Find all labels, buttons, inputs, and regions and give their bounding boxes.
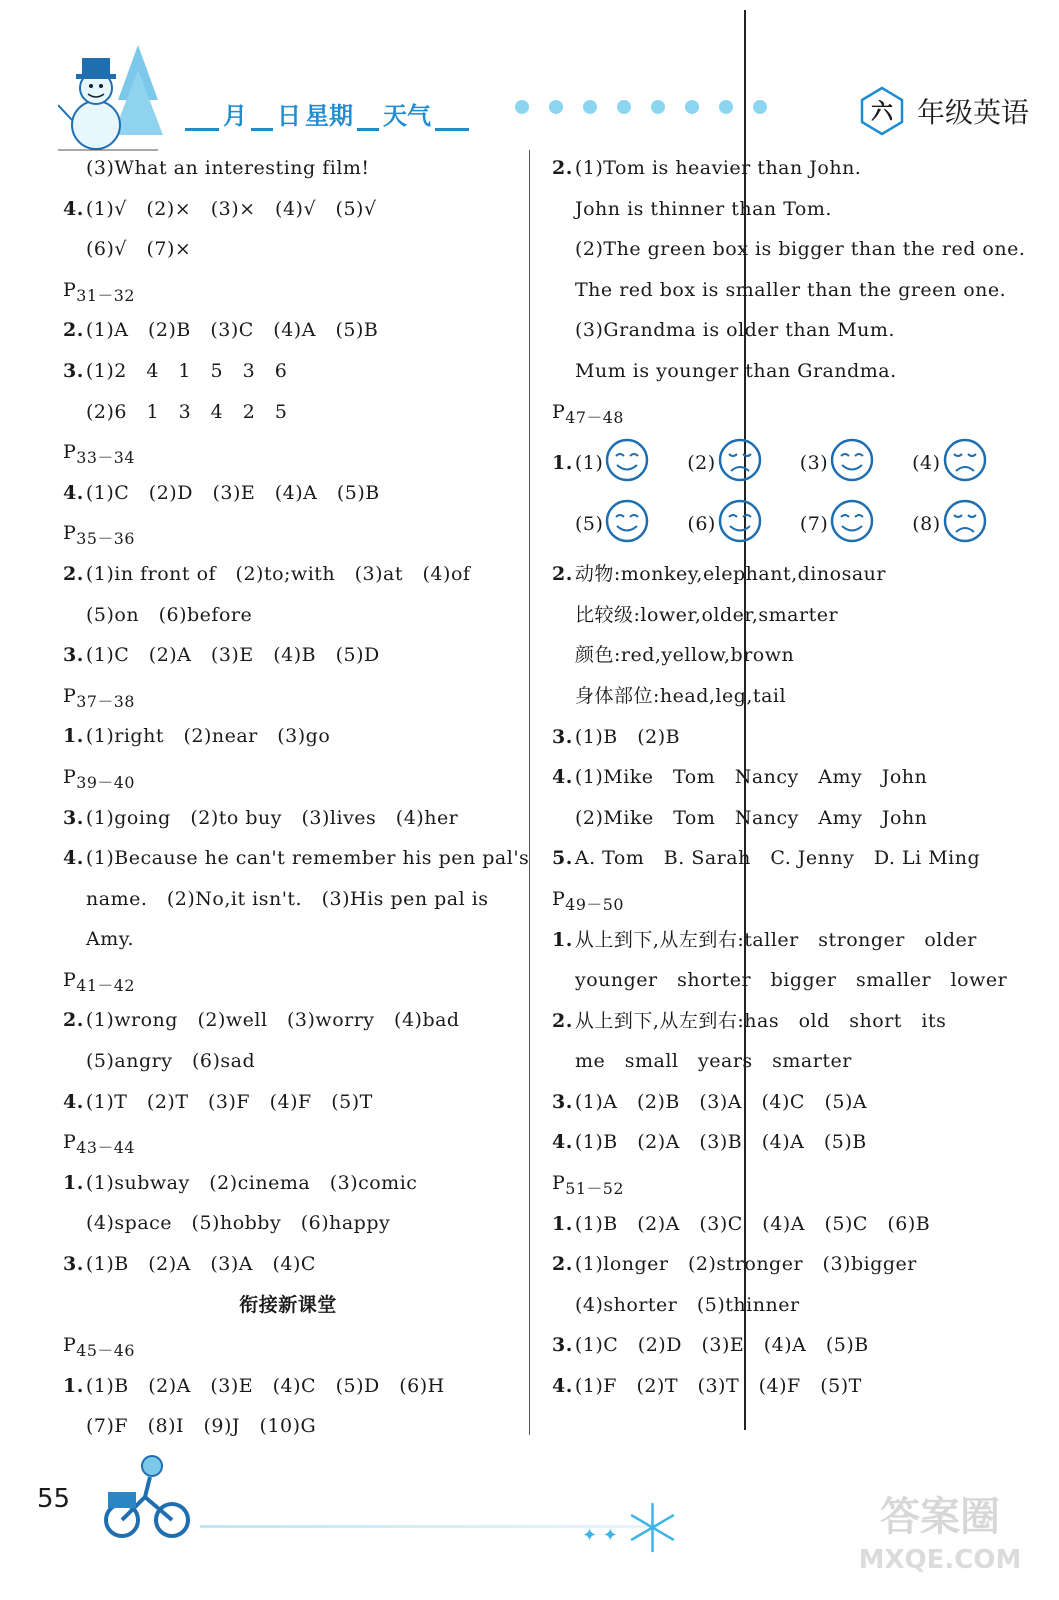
question-number: 4. [63, 197, 84, 220]
question-number: 3. [63, 1253, 84, 1276]
answer-text: 身体部位:head,leg,tail [575, 684, 787, 707]
answer-text: (4)space (5)hobby (6)happy [86, 1212, 391, 1235]
question-number: 3. [63, 806, 84, 829]
faces-row-2 [552, 493, 1022, 554]
question-number: 1. [63, 1171, 84, 1194]
sad-face-item [912, 438, 986, 487]
question-number: 3. [552, 1334, 573, 1357]
snowman-illustration [58, 40, 168, 155]
page-header [0, 0, 1059, 150]
answer-text: me small years smarter [575, 1050, 852, 1073]
answer-line [552, 757, 1022, 798]
answer-line [63, 919, 523, 960]
answer-line [552, 1244, 1022, 1285]
answer-line [63, 1041, 523, 1082]
answer-line [63, 229, 523, 270]
page-range-label: $P_{35-36}$ [63, 522, 135, 549]
question-number: 4. [63, 1090, 84, 1113]
page-range: 47－48 [565, 407, 624, 427]
question-number: 1. [552, 451, 573, 474]
date-weather-line [185, 95, 475, 131]
face-label: (5) [575, 512, 604, 535]
question-number: 2. [63, 562, 84, 585]
answer-text: 颜色:red,yellow,brown [575, 644, 795, 667]
page-range: 33－34 [76, 447, 135, 467]
answer-text: 衔接新课堂 [239, 1293, 337, 1316]
answer-text: (1)wrong (2)well (3)worry (4)bad [85, 1009, 460, 1032]
smiley-face-item [800, 499, 874, 548]
answer-text: (3)What an interesting film! [86, 157, 370, 179]
answer-text: (1)B (2)A (3)A (4)C [85, 1253, 316, 1276]
answer-line [63, 1244, 523, 1285]
page-range-label: $P_{51-52}$ [552, 1172, 624, 1198]
svg-text:答案圈: 答案圈 [880, 1494, 1000, 1540]
answer-line [63, 473, 523, 514]
answer-line [552, 1204, 1022, 1245]
question-number: 3. [63, 359, 84, 382]
answer-text: name. (2)No,it isn't. (3)His pen pal is [86, 887, 489, 910]
answer-line [552, 554, 1022, 595]
svg-text:六: 六 [870, 100, 893, 125]
question-number: 2. [552, 563, 573, 586]
answer-text: 从上到下,从左到右:taller stronger older [574, 928, 977, 951]
answer-line [63, 1163, 523, 1204]
question-number: 4. [63, 481, 84, 504]
question-number: 2. [63, 319, 84, 342]
smiley-face-icon [828, 499, 874, 548]
smiley-face-icon [828, 438, 874, 487]
answer-text: 比较级:lower,older,smarter [575, 603, 839, 626]
answer-line [63, 189, 523, 230]
answer-text: (5)on (6)before [86, 603, 253, 626]
question-number: 2. [552, 157, 573, 179]
watermark-logo [840, 1480, 1040, 1580]
decorative-dots [515, 100, 767, 114]
page-range: 35－36 [76, 529, 135, 549]
page-range-label: $P_{39-40}$ [63, 765, 135, 792]
answer-line [552, 595, 1022, 636]
face-label: (7) [799, 512, 829, 535]
question-number: 3. [63, 644, 84, 667]
answer-text: 动物:monkey,elephant,dinosaur [574, 563, 886, 586]
answer-line [552, 635, 1022, 676]
page-range: 37－38 [76, 691, 135, 711]
sad-face-item [912, 499, 986, 548]
answer-text: (2)6 1 3 4 2 5 [86, 400, 288, 423]
answer-line [63, 148, 523, 189]
answer-line [552, 717, 1022, 758]
answer-text: (1)B (2)A (3)E (4)C (5)D (6)H [85, 1374, 445, 1397]
question-number: 2. [552, 1009, 573, 1032]
answer-line [63, 1000, 523, 1041]
page-range: 45－46 [76, 1341, 135, 1361]
smiley-face-icon [603, 438, 649, 487]
answer-line [552, 1001, 1022, 1042]
answer-line [63, 595, 523, 636]
answer-text: (7)F (8)I (9)J (10)G [86, 1415, 317, 1438]
page-range-label: $P_{41-42}$ [63, 968, 135, 995]
question-number: 3. [552, 1090, 573, 1113]
svg-text:MXQE.COM: MXQE.COM [858, 1545, 1022, 1575]
answer-line [552, 838, 1022, 879]
subject-title: 年级英语 [916, 96, 1029, 129]
answer-line [63, 798, 523, 839]
answer-text: Mum is younger than Grandma. [575, 359, 897, 382]
section-title [63, 1285, 523, 1326]
answer-text: younger shorter bigger smaller lower [575, 969, 1008, 992]
smiley-face-item [575, 499, 649, 548]
question-number: 4. [552, 1131, 573, 1154]
sad-face-icon [716, 438, 762, 487]
question-number: 4. [63, 847, 84, 870]
answer-line [552, 310, 1022, 351]
answer-line [63, 310, 523, 351]
sad-face-item [687, 438, 761, 487]
answer-line [552, 351, 1022, 392]
page-range: 39－40 [76, 772, 135, 792]
answer-line [552, 189, 1022, 230]
answer-line [63, 716, 523, 757]
answer-text: (1)longer (2)stronger (3)bigger [574, 1253, 917, 1276]
answer-line [63, 879, 523, 920]
answer-text: (3)Grandma is older than Mum. [575, 319, 895, 342]
answer-line [552, 1366, 1022, 1407]
question-number: 1. [552, 1212, 573, 1235]
answer-text: Amy. [86, 928, 134, 951]
question-number: 1. [552, 928, 573, 951]
face-label: (8) [912, 512, 941, 535]
weather-label: 天气 [383, 102, 431, 130]
answer-text: (1)Mike Tom Nancy Amy John [574, 766, 928, 789]
answer-line [552, 1041, 1022, 1082]
answer-line [552, 1325, 1022, 1366]
answer-text: (1)B (2)A (3)B (4)A (5)B [574, 1131, 867, 1154]
page-range-label: $P_{49-50}$ [552, 887, 624, 914]
answer-line [552, 148, 1022, 189]
bicycle-rider-illustration [100, 1452, 195, 1542]
answer-line [552, 676, 1022, 717]
answer-line [63, 351, 523, 392]
page-range: 31－32 [76, 285, 135, 305]
answer-text: (6)√ (7)× [86, 238, 192, 261]
answer-text: 从上到下,从左到右:has old short its [574, 1009, 947, 1032]
page-range: 43－44 [76, 1138, 135, 1158]
right-bottom-block [552, 554, 1022, 1406]
answer-text: (1)F (2)T (3)T (4)F (5)T [574, 1375, 862, 1398]
answer-line [552, 960, 1022, 1001]
face-label: (4) [912, 451, 941, 474]
face-label: (3) [799, 451, 829, 474]
page-range-label: $P_{33-34}$ [63, 441, 135, 467]
question-number: 1. [63, 725, 84, 748]
faces-row-1 [552, 432, 1022, 493]
answer-text: (5)angry (6)sad [86, 1050, 256, 1073]
question-number: 3. [552, 725, 573, 748]
page-range-label: $P_{37-38}$ [63, 684, 135, 711]
answer-text: (1)C (2)D (3)E (4)A (5)B [574, 1334, 869, 1357]
answer-text: John is thinner than Tom. [575, 197, 832, 220]
answer-text: (1)2 4 1 5 3 6 [85, 359, 288, 382]
column-divider [529, 150, 530, 1435]
answer-line [552, 920, 1022, 961]
day-label: 日 [277, 102, 301, 130]
answer-line [552, 1082, 1022, 1123]
question-number: 2. [552, 1253, 573, 1276]
answer-line [63, 554, 523, 595]
face-label: (1) [574, 451, 604, 474]
answer-text: (2)The green box is bigger than the red one. [575, 238, 1026, 261]
page-range-label: $P_{31-32}$ [63, 278, 135, 305]
answer-text: (4)shorter (5)thinner [575, 1293, 800, 1316]
answer-text: A. Tom B. Sarah C. Jenny D. Li Ming [574, 847, 981, 870]
page-range: 41－42 [76, 975, 135, 995]
answer-text: (1)T (2)T (3)F (4)F (5)T [85, 1090, 373, 1113]
question-number: 5. [552, 847, 573, 870]
smiley-face-icon [603, 499, 649, 548]
sad-face-icon [941, 499, 987, 548]
grade-title [857, 86, 1029, 136]
left-answer-column [63, 148, 530, 1447]
month-label: 月 [223, 102, 247, 130]
answer-line [63, 1366, 523, 1407]
answer-text: (1)A (2)B (3)A (4)C (5)A [574, 1090, 868, 1113]
smiley-face-item [687, 499, 761, 548]
answer-line [552, 229, 1026, 270]
answer-text: (2)Mike Tom Nancy Amy John [575, 806, 928, 829]
answer-text: (1)going (2)to buy (3)lives (4)her [85, 806, 459, 829]
sparkle-icon: ✦ ✦ [582, 1525, 618, 1546]
page-range: 51－52 [565, 1178, 624, 1198]
answer-text: (1)right (2)near (3)go [85, 725, 331, 748]
answer-line [552, 1122, 1022, 1163]
question-number: 2. [63, 1009, 84, 1032]
snowflake-icon [625, 1500, 680, 1555]
snowflake-badge-icon [857, 86, 907, 136]
smiley-face-item [800, 438, 874, 487]
page-range-label: $P_{45-46}$ [63, 1334, 135, 1361]
question-number: 4. [552, 766, 573, 789]
smiley-face-item [575, 438, 649, 487]
answer-text: (1)A (2)B (3)C (4)A (5)B [85, 319, 379, 342]
answer-text: The red box is smaller than the green one. [575, 278, 1007, 301]
sad-face-icon [941, 438, 987, 487]
answer-line [63, 635, 523, 676]
right-top-block [552, 148, 1026, 432]
face-label: (2) [687, 451, 716, 474]
answer-text: (1)B (2)A (3)C (4)A (5)C (6)B [574, 1212, 931, 1235]
face-label: (6) [687, 512, 716, 535]
smiley-face-icon [716, 499, 762, 548]
answer-text: (1)C (2)A (3)E (4)B (5)D [85, 644, 380, 667]
week-label: 星期 [305, 102, 353, 130]
answer-line [63, 1406, 523, 1447]
page-range-label: $P_{43-44}$ [63, 1131, 135, 1158]
answer-text: (1)subway (2)cinema (3)comic [85, 1171, 418, 1194]
page-number: 55 [37, 1484, 71, 1514]
question-number: 1. [63, 1374, 84, 1397]
answer-line [63, 1203, 523, 1244]
answer-text: (1)Tom is heavier than John. [574, 157, 862, 179]
right-answer-column [552, 148, 1026, 1407]
answer-text: (1)C (2)D (3)E (4)A (5)B [85, 481, 380, 504]
answer-text: (1)B (2)B [574, 725, 681, 748]
answer-line [63, 1082, 523, 1123]
answer-line [552, 270, 1022, 311]
answer-text: (1)Because he can't remember his pen pal's [85, 847, 530, 870]
answer-line [63, 838, 530, 879]
answer-line [63, 392, 523, 433]
answer-line [552, 1285, 1022, 1326]
page-range: 49－50 [565, 894, 624, 914]
answer-text: (1)√ (2)× (3)× (4)√ (5)√ [85, 197, 377, 220]
page-range-label: $P_{47-48}$ [552, 400, 624, 427]
answer-line [552, 798, 1022, 839]
question-number: 4. [552, 1375, 573, 1398]
answer-text: (1)in front of (2)to;with (3)at (4)of [85, 562, 471, 585]
